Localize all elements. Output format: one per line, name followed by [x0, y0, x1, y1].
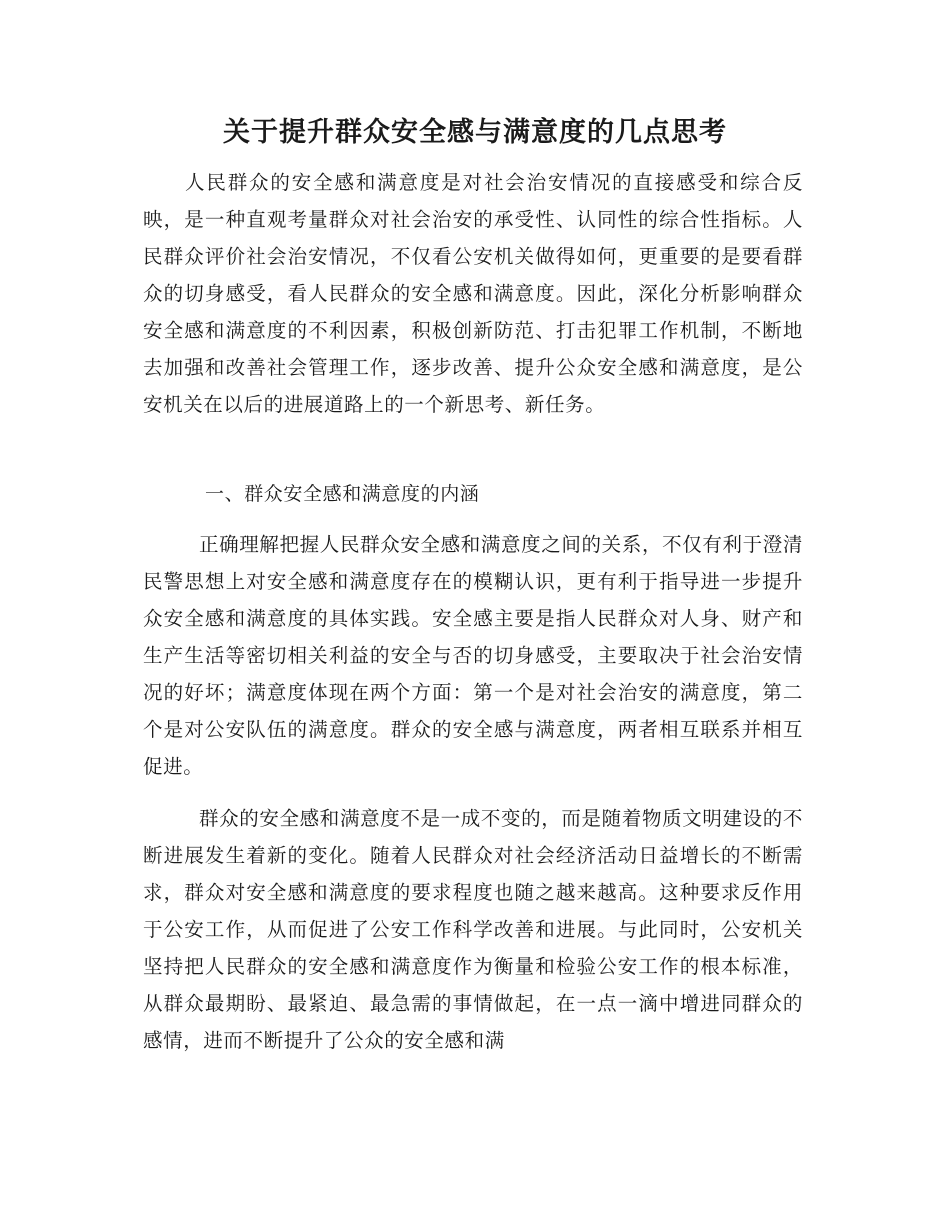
section-heading: 一、群众安全感和满意度的内涵 — [205, 483, 480, 505]
paragraph-relationship: 正确理解把握人民群众安全感和满意度之间的关系，不仅有利于澄清民警思想上对安全感和满意度存在的模糊认识，更有利于指导进一步提升众安全感和满意度的具体实践。安全感主要是指人民群众对人身、财产和生产生活等密切相关利益的安全与否的切身感受，主要取决于社会治安情况的好坏；满意度体现在两个方面：第一个是对社会治安的满意度，第二个是对公安队伍的满意度。群众的安全感与满意度，两者相互联系并相互促进。 — [143, 533, 803, 778]
paragraph-changes: 群众的安全感和满意度不是一成不变的，而是随着物质文明建设的不断进展发生着新的变化。随着人民群众对社会经济活动日益增长的不断需求，群众对安全感和满意度的要求程度也随之越来越高。这种要求反作用于公安工作，从而促进了公安工作科学改善和进展。与此同时，公安机关坚持把人民群众的安全感和满意度作为衡量和检验公安工作的根本标准，从群众最期盼、最紧迫、最急需的事情做起，在一点一滴中增进同群众的感情，进而不断提升了公众的安全感和满 — [143, 807, 803, 1052]
document-title: 关于提升群众安全感与满意度的几点思考 — [223, 117, 727, 148]
paragraph-intro: 人民群众的安全感和满意度是对社会治安情况的直接感受和综合反映，是一种直观考量群众对社会治安的承受性、认同性的综合性指标。人民群众评价社会治安情况，不仅看公安机关做得如何，更重要的是要看群众的切身感受，看人民群众的安全感和满意度。因此，深化分析影响群众安全感和满意度的不利因素，积极创新防范、打击犯罪工作机制，不断地去加强和改善社会管理工作，逐步改善、提升公众安全感和满意度，是公安机关在以后的进展道路上的一个新思考、新任务。 — [143, 171, 803, 416]
